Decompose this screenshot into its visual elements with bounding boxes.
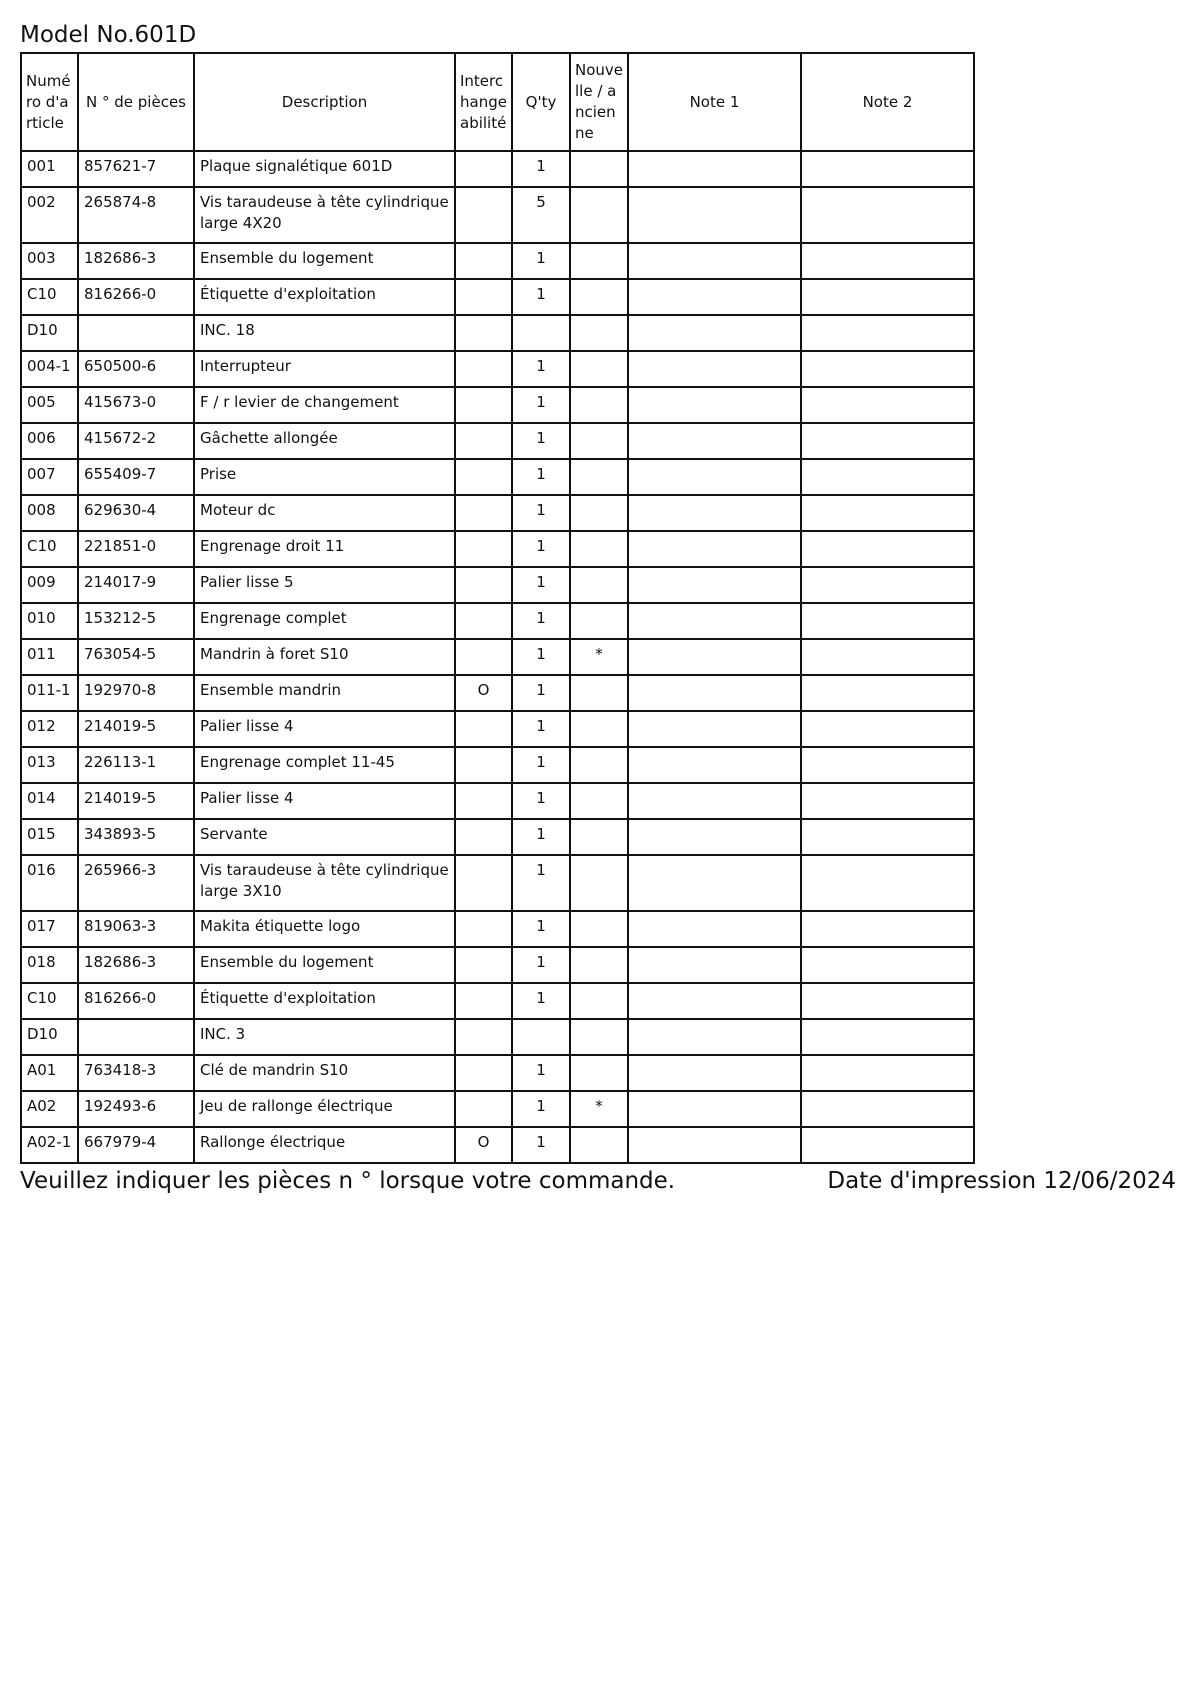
cell-note-2 <box>801 911 974 947</box>
cell-note-2 <box>801 387 974 423</box>
print-date: Date d'impression 12/06/2024 <box>827 1168 1176 1194</box>
cell-item-number: 004-1 <box>21 351 78 387</box>
table-row <box>21 495 974 531</box>
cell-description: Gâchette allongée <box>194 423 455 459</box>
cell-part-number: 214019-5 <box>78 711 194 747</box>
cell-new-old <box>570 783 628 819</box>
cell-note-2 <box>801 783 974 819</box>
cell-description: Vis taraudeuse à tête cylindrique large 3X10 <box>194 855 455 911</box>
parts-table-body <box>21 151 974 1163</box>
table-row <box>21 819 974 855</box>
cell-item-number: 008 <box>21 495 78 531</box>
cell-description: F / r levier de changement <box>194 387 455 423</box>
header-new-old: Nouvelle / ancienne <box>570 53 628 151</box>
cell-interchangeability <box>455 1055 512 1091</box>
cell-item-number: 002 <box>21 187 78 243</box>
cell-item-number: D10 <box>21 1019 78 1055</box>
table-row <box>21 747 974 783</box>
cell-note-1 <box>628 187 801 243</box>
cell-note-2 <box>801 495 974 531</box>
cell-note-2 <box>801 531 974 567</box>
table-row <box>21 387 974 423</box>
cell-note-1 <box>628 603 801 639</box>
cell-note-1 <box>628 747 801 783</box>
model-title: Model No.601D <box>20 22 197 48</box>
cell-part-number: 192493-6 <box>78 1091 194 1127</box>
cell-note-1 <box>628 151 801 187</box>
table-row <box>21 1127 974 1163</box>
cell-quantity: 1 <box>512 1127 570 1163</box>
cell-description: INC. 18 <box>194 315 455 351</box>
cell-part-number <box>78 315 194 351</box>
cell-note-1 <box>628 855 801 911</box>
cell-description: Servante <box>194 819 455 855</box>
cell-new-old <box>570 675 628 711</box>
cell-quantity <box>512 1019 570 1055</box>
cell-item-number: C10 <box>21 279 78 315</box>
cell-part-number: 415673-0 <box>78 387 194 423</box>
cell-note-2 <box>801 855 974 911</box>
cell-note-2 <box>801 187 974 243</box>
cell-new-old <box>570 387 628 423</box>
cell-description: Makita étiquette logo <box>194 911 455 947</box>
table-row <box>21 243 974 279</box>
cell-description: Vis taraudeuse à tête cylindrique large 4X20 <box>194 187 455 243</box>
cell-part-number: 763418-3 <box>78 1055 194 1091</box>
table-row <box>21 1019 974 1055</box>
cell-description: INC. 3 <box>194 1019 455 1055</box>
cell-interchangeability <box>455 187 512 243</box>
cell-part-number: 214019-5 <box>78 783 194 819</box>
cell-quantity: 1 <box>512 911 570 947</box>
table-row <box>21 531 974 567</box>
cell-item-number: 013 <box>21 747 78 783</box>
cell-description: Palier lisse 4 <box>194 783 455 819</box>
cell-note-2 <box>801 567 974 603</box>
cell-interchangeability: O <box>455 1127 512 1163</box>
cell-note-1 <box>628 819 801 855</box>
cell-interchangeability <box>455 243 512 279</box>
cell-item-number: 015 <box>21 819 78 855</box>
cell-part-number <box>78 1019 194 1055</box>
cell-new-old <box>570 531 628 567</box>
cell-quantity: 5 <box>512 187 570 243</box>
cell-new-old <box>570 315 628 351</box>
cell-new-old <box>570 747 628 783</box>
cell-new-old <box>570 243 628 279</box>
cell-note-2 <box>801 747 974 783</box>
cell-new-old <box>570 151 628 187</box>
cell-note-1 <box>628 495 801 531</box>
cell-quantity: 1 <box>512 747 570 783</box>
cell-quantity: 1 <box>512 783 570 819</box>
cell-note-1 <box>628 423 801 459</box>
cell-quantity: 1 <box>512 243 570 279</box>
cell-part-number: 182686-3 <box>78 947 194 983</box>
cell-quantity: 1 <box>512 675 570 711</box>
cell-note-1 <box>628 947 801 983</box>
cell-interchangeability <box>455 711 512 747</box>
table-header-row <box>21 53 974 151</box>
cell-item-number: A02 <box>21 1091 78 1127</box>
cell-note-1 <box>628 1127 801 1163</box>
cell-new-old <box>570 819 628 855</box>
cell-note-1 <box>628 983 801 1019</box>
table-row <box>21 675 974 711</box>
cell-item-number: 006 <box>21 423 78 459</box>
cell-description: Plaque signalétique 601D <box>194 151 455 187</box>
cell-item-number: 012 <box>21 711 78 747</box>
cell-interchangeability <box>455 151 512 187</box>
cell-interchangeability <box>455 783 512 819</box>
cell-item-number: 016 <box>21 855 78 911</box>
header-note-1: Note 1 <box>628 53 801 151</box>
cell-description: Palier lisse 5 <box>194 567 455 603</box>
cell-note-2 <box>801 1019 974 1055</box>
cell-part-number: 221851-0 <box>78 531 194 567</box>
cell-item-number: 007 <box>21 459 78 495</box>
cell-note-2 <box>801 603 974 639</box>
cell-interchangeability <box>455 531 512 567</box>
cell-note-2 <box>801 639 974 675</box>
cell-interchangeability <box>455 387 512 423</box>
cell-description: Étiquette d'exploitation <box>194 983 455 1019</box>
cell-item-number: 001 <box>21 151 78 187</box>
table-row <box>21 187 974 243</box>
header-part-number: N ° de pièces <box>78 53 194 151</box>
cell-new-old <box>570 983 628 1019</box>
cell-note-1 <box>628 1091 801 1127</box>
cell-part-number: 265874-8 <box>78 187 194 243</box>
cell-new-old <box>570 567 628 603</box>
cell-item-number: C10 <box>21 983 78 1019</box>
cell-part-number: 192970-8 <box>78 675 194 711</box>
table-row <box>21 567 974 603</box>
header-item-number: Numéro d'article <box>21 53 78 151</box>
cell-item-number: D10 <box>21 315 78 351</box>
cell-item-number: A01 <box>21 1055 78 1091</box>
cell-new-old <box>570 855 628 911</box>
cell-description: Palier lisse 4 <box>194 711 455 747</box>
cell-new-old: * <box>570 639 628 675</box>
cell-quantity: 1 <box>512 387 570 423</box>
cell-note-2 <box>801 279 974 315</box>
cell-interchangeability <box>455 855 512 911</box>
footer-note: Veuillez indiquer les pièces n ° lorsque votre commande. <box>20 1168 676 1194</box>
cell-part-number: 857621-7 <box>78 151 194 187</box>
cell-note-1 <box>628 531 801 567</box>
cell-note-1 <box>628 639 801 675</box>
cell-description: Moteur dc <box>194 495 455 531</box>
cell-part-number: 153212-5 <box>78 603 194 639</box>
table-row <box>21 911 974 947</box>
cell-description: Ensemble mandrin <box>194 675 455 711</box>
cell-new-old <box>570 459 628 495</box>
table-row <box>21 279 974 315</box>
cell-interchangeability <box>455 1019 512 1055</box>
table-row <box>21 151 974 187</box>
cell-interchangeability <box>455 279 512 315</box>
cell-part-number: 226113-1 <box>78 747 194 783</box>
cell-quantity: 1 <box>512 983 570 1019</box>
cell-quantity: 1 <box>512 1091 570 1127</box>
cell-part-number: 763054-5 <box>78 639 194 675</box>
table-row <box>21 423 974 459</box>
table-row <box>21 711 974 747</box>
cell-interchangeability <box>455 911 512 947</box>
cell-interchangeability <box>455 947 512 983</box>
cell-description: Engrenage complet <box>194 603 455 639</box>
cell-description: Clé de mandrin S10 <box>194 1055 455 1091</box>
cell-note-1 <box>628 387 801 423</box>
cell-new-old <box>570 947 628 983</box>
cell-item-number: 003 <box>21 243 78 279</box>
cell-quantity: 1 <box>512 279 570 315</box>
cell-note-2 <box>801 1055 974 1091</box>
cell-new-old <box>570 911 628 947</box>
table-row <box>21 459 974 495</box>
cell-description: Interrupteur <box>194 351 455 387</box>
cell-part-number: 343893-5 <box>78 819 194 855</box>
cell-quantity <box>512 315 570 351</box>
cell-quantity: 1 <box>512 567 570 603</box>
cell-item-number: 011 <box>21 639 78 675</box>
cell-interchangeability <box>455 819 512 855</box>
cell-item-number: C10 <box>21 531 78 567</box>
header-description: Description <box>194 53 455 151</box>
cell-note-1 <box>628 459 801 495</box>
cell-quantity: 1 <box>512 639 570 675</box>
cell-note-2 <box>801 1091 974 1127</box>
cell-part-number: 182686-3 <box>78 243 194 279</box>
cell-new-old <box>570 1019 628 1055</box>
cell-part-number: 214017-9 <box>78 567 194 603</box>
cell-quantity: 1 <box>512 855 570 911</box>
header-note-2: Note 2 <box>801 53 974 151</box>
cell-item-number: 018 <box>21 947 78 983</box>
cell-quantity: 1 <box>512 459 570 495</box>
cell-item-number: 009 <box>21 567 78 603</box>
cell-quantity: 1 <box>512 351 570 387</box>
cell-new-old <box>570 423 628 459</box>
cell-note-2 <box>801 675 974 711</box>
cell-description: Prise <box>194 459 455 495</box>
cell-interchangeability <box>455 423 512 459</box>
cell-interchangeability: O <box>455 675 512 711</box>
cell-quantity: 1 <box>512 947 570 983</box>
cell-note-2 <box>801 315 974 351</box>
cell-new-old <box>570 187 628 243</box>
cell-note-2 <box>801 1127 974 1163</box>
cell-quantity: 1 <box>512 603 570 639</box>
cell-note-2 <box>801 459 974 495</box>
cell-interchangeability <box>455 639 512 675</box>
cell-quantity: 1 <box>512 151 570 187</box>
cell-quantity: 1 <box>512 495 570 531</box>
cell-part-number: 667979-4 <box>78 1127 194 1163</box>
header-interchangeability: Interchangeabilité <box>455 53 512 151</box>
table-row <box>21 315 974 351</box>
cell-quantity: 1 <box>512 423 570 459</box>
cell-item-number: 014 <box>21 783 78 819</box>
cell-interchangeability <box>455 1091 512 1127</box>
cell-description: Rallonge électrique <box>194 1127 455 1163</box>
cell-note-1 <box>628 911 801 947</box>
table-row <box>21 351 974 387</box>
cell-item-number: 005 <box>21 387 78 423</box>
cell-note-1 <box>628 567 801 603</box>
cell-item-number: 011-1 <box>21 675 78 711</box>
cell-part-number: 650500-6 <box>78 351 194 387</box>
cell-interchangeability <box>455 603 512 639</box>
cell-interchangeability <box>455 315 512 351</box>
cell-note-2 <box>801 819 974 855</box>
cell-note-1 <box>628 1019 801 1055</box>
cell-new-old <box>570 279 628 315</box>
table-row <box>21 1091 974 1127</box>
cell-interchangeability <box>455 983 512 1019</box>
table-row <box>21 855 974 911</box>
cell-note-2 <box>801 423 974 459</box>
cell-note-2 <box>801 947 974 983</box>
cell-interchangeability <box>455 495 512 531</box>
cell-description: Ensemble du logement <box>194 947 455 983</box>
parts-table <box>20 52 975 1164</box>
table-row <box>21 639 974 675</box>
cell-part-number: 265966-3 <box>78 855 194 911</box>
cell-note-1 <box>628 315 801 351</box>
cell-part-number: 629630-4 <box>78 495 194 531</box>
cell-note-2 <box>801 711 974 747</box>
table-row <box>21 603 974 639</box>
cell-part-number: 816266-0 <box>78 279 194 315</box>
cell-interchangeability <box>455 351 512 387</box>
cell-note-1 <box>628 783 801 819</box>
cell-new-old <box>570 1055 628 1091</box>
cell-item-number: 010 <box>21 603 78 639</box>
cell-quantity: 1 <box>512 819 570 855</box>
table-row <box>21 947 974 983</box>
cell-part-number: 655409-7 <box>78 459 194 495</box>
cell-description: Engrenage complet 11-45 <box>194 747 455 783</box>
cell-part-number: 819063-3 <box>78 911 194 947</box>
cell-item-number: 017 <box>21 911 78 947</box>
cell-note-2 <box>801 351 974 387</box>
cell-item-number: A02-1 <box>21 1127 78 1163</box>
cell-quantity: 1 <box>512 531 570 567</box>
cell-interchangeability <box>455 747 512 783</box>
cell-note-1 <box>628 711 801 747</box>
cell-note-2 <box>801 151 974 187</box>
cell-note-1 <box>628 1055 801 1091</box>
cell-interchangeability <box>455 567 512 603</box>
cell-note-2 <box>801 243 974 279</box>
cell-new-old: * <box>570 1091 628 1127</box>
cell-new-old <box>570 351 628 387</box>
cell-new-old <box>570 495 628 531</box>
cell-new-old <box>570 603 628 639</box>
cell-part-number: 816266-0 <box>78 983 194 1019</box>
cell-note-1 <box>628 243 801 279</box>
cell-new-old <box>570 1127 628 1163</box>
cell-interchangeability <box>455 459 512 495</box>
cell-note-2 <box>801 983 974 1019</box>
table-row <box>21 983 974 1019</box>
cell-description: Mandrin à foret S10 <box>194 639 455 675</box>
cell-description: Étiquette d'exploitation <box>194 279 455 315</box>
cell-part-number: 415672-2 <box>78 423 194 459</box>
cell-new-old <box>570 711 628 747</box>
cell-note-1 <box>628 675 801 711</box>
cell-note-1 <box>628 351 801 387</box>
table-row <box>21 783 974 819</box>
cell-quantity: 1 <box>512 1055 570 1091</box>
cell-note-1 <box>628 279 801 315</box>
cell-description: Ensemble du logement <box>194 243 455 279</box>
table-row <box>21 1055 974 1091</box>
header-quantity: Q'ty <box>512 53 570 151</box>
cell-quantity: 1 <box>512 711 570 747</box>
cell-description: Engrenage droit 11 <box>194 531 455 567</box>
cell-description: Jeu de rallonge électrique <box>194 1091 455 1127</box>
